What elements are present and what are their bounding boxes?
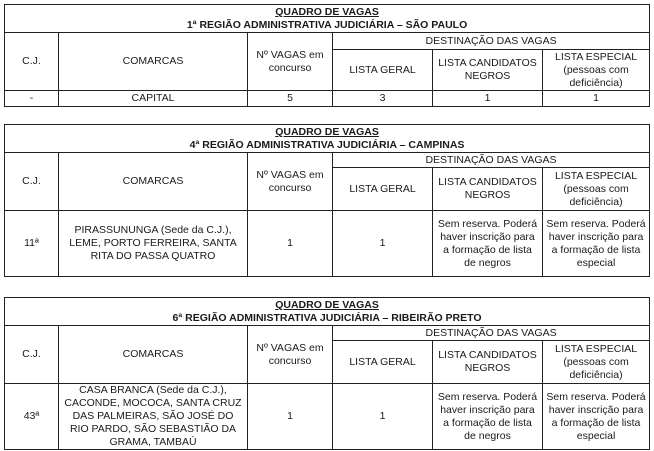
header-comarcas: COMARCAS — [59, 33, 248, 91]
header-lista-negros: LISTA CANDIDATOS NEGROS — [433, 168, 543, 211]
cell-vagas: 1 — [248, 384, 333, 450]
table-row — [5, 384, 650, 450]
table-row — [5, 211, 650, 277]
header-destinacao: DESTINAÇÃO DAS VAGAS — [333, 153, 650, 168]
header-lista-especial: LISTA ESPECIAL (pessoas com deficiência) — [543, 341, 650, 384]
header-cj: C.J. — [5, 153, 59, 211]
header-destinacao: DESTINAÇÃO DAS VAGAS — [333, 33, 650, 50]
cell-comarcas: CAPITAL — [59, 91, 248, 107]
header-lista-negros: LISTA CANDIDATOS NEGROS — [433, 341, 543, 384]
vagas-table-sao-paulo — [4, 4, 650, 107]
cell-comarcas: CASA BRANCA (Sede da C.J.), CACONDE, MOCOCA, SANTA CRUZ DAS PALMEIRAS, SÃO JOSÉ DO RIO PARDO, SÃO SEBASTIÃO DA GRAMA, TAMBAÚ — [59, 384, 248, 450]
header-destinacao: DESTINAÇÃO DAS VAGAS — [333, 326, 650, 341]
header-lista-negros: LISTA CANDIDATOS NEGROS — [433, 50, 543, 91]
table-title-text: QUADRO DE VAGAS — [275, 126, 379, 138]
table-title — [5, 125, 650, 153]
vagas-table-ribeirao-preto — [4, 297, 650, 450]
table-title — [5, 298, 650, 326]
cell-cj: 11ª — [5, 211, 59, 277]
table-row — [5, 91, 650, 107]
table-subtitle: 1ª REGIÃO ADMINISTRATIVA JUDICIÁRIA – SÃO PAULO — [186, 18, 468, 31]
cell-lista-negros: Sem reserva. Poderá haver inscrição para a formação de lista de negros — [433, 211, 543, 277]
header-cj: C.J. — [5, 33, 59, 91]
cell-lista-especial: Sem reserva. Poderá haver inscrição para a formação de lista especial — [543, 211, 650, 277]
header-comarcas: COMARCAS — [59, 326, 248, 384]
cell-comarcas: PIRASSUNUNGA (Sede da C.J.), LEME, PORTO FERREIRA, SANTA RITA DO PASSA QUATRO — [59, 211, 248, 277]
table-title-text: QUADRO DE VAGAS — [275, 6, 379, 18]
header-vagas: Nº VAGAS em concurso — [248, 153, 333, 211]
cell-vagas: 5 — [248, 91, 333, 107]
cell-lista-negros: 1 — [433, 91, 543, 107]
cell-lista-geral: 3 — [333, 91, 433, 107]
header-vagas: Nº VAGAS em concurso — [248, 33, 333, 91]
table-subtitle: 6ª REGIÃO ADMINISTRATIVA JUDICIÁRIA – RIBEIRÃO PRETO — [172, 311, 482, 324]
header-vagas: Nº VAGAS em concurso — [248, 326, 333, 384]
header-cj: C.J. — [5, 326, 59, 384]
vagas-table-campinas — [4, 124, 650, 277]
header-lista-especial: LISTA ESPECIAL (pessoas com deficiência) — [543, 168, 650, 211]
cell-lista-negros: Sem reserva. Poderá haver inscrição para a formação de lista de negros — [433, 384, 543, 450]
header-lista-geral: LISTA GERAL — [333, 50, 433, 91]
header-lista-geral: LISTA GERAL — [333, 168, 433, 211]
table-subtitle: 4ª REGIÃO ADMINISTRATIVA JUDICIÁRIA – CAMPINAS — [189, 138, 465, 151]
cell-lista-geral: 1 — [333, 211, 433, 277]
header-comarcas: COMARCAS — [59, 153, 248, 211]
cell-vagas: 1 — [248, 211, 333, 277]
cell-lista-geral: 1 — [333, 384, 433, 450]
cell-cj: - — [5, 91, 59, 107]
header-lista-especial: LISTA ESPECIAL (pessoas com deficiência) — [543, 50, 650, 91]
table-title — [5, 5, 650, 33]
cell-lista-especial: 1 — [543, 91, 650, 107]
cell-cj: 43ª — [5, 384, 59, 450]
header-lista-geral: LISTA GERAL — [333, 341, 433, 384]
cell-lista-especial: Sem reserva. Poderá haver inscrição para a formação de lista especial — [543, 384, 650, 450]
table-title-text: QUADRO DE VAGAS — [275, 299, 379, 311]
